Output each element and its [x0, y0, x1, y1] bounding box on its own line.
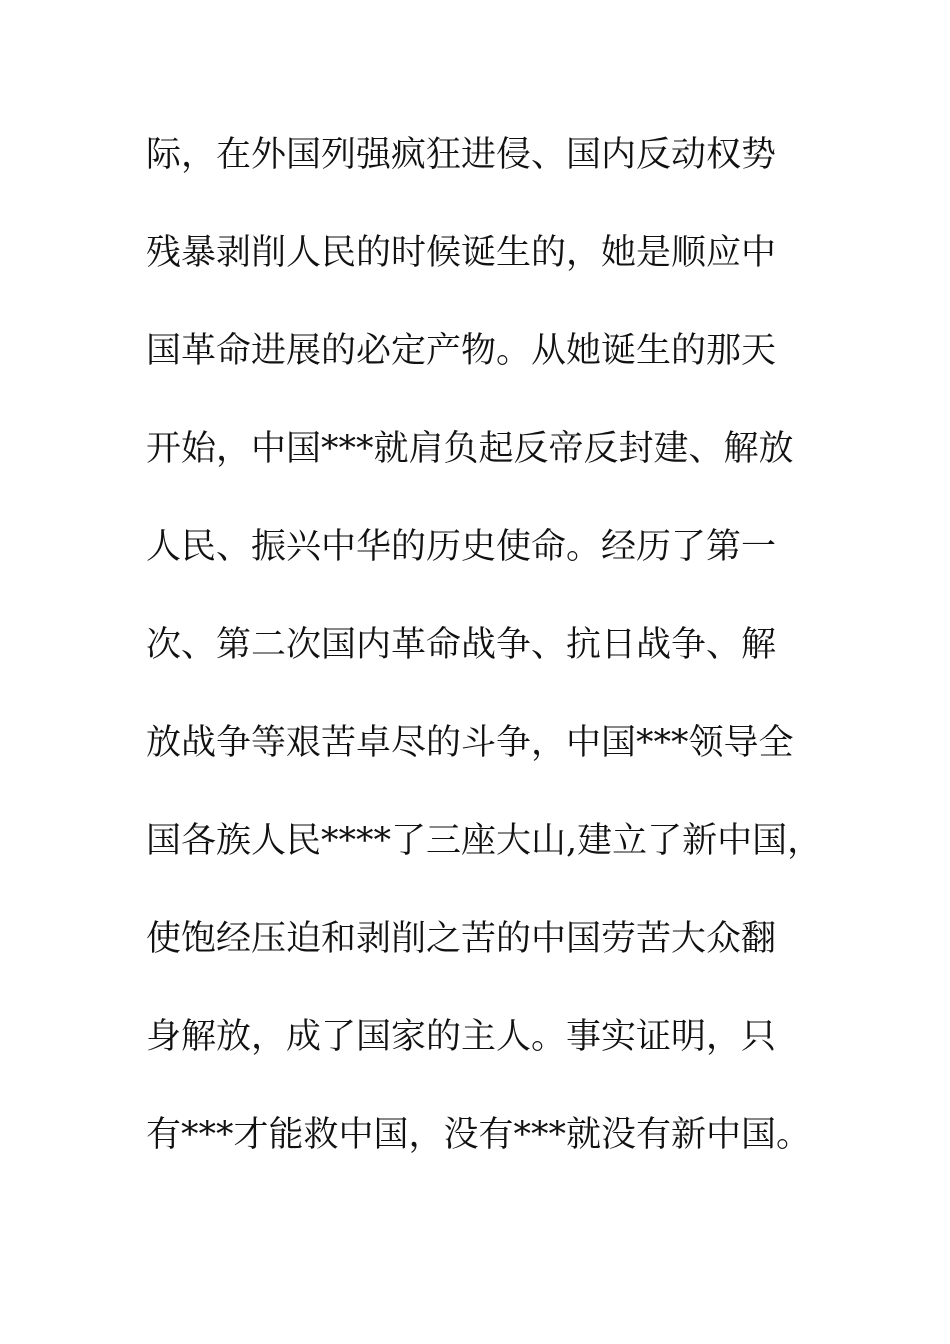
paragraph-line: 残暴剥削人民的时候诞生的，她是顺应中 [146, 233, 777, 273]
paragraph-line: 放战争等艰苦卓尽的斗争，中国***领导全 [146, 723, 794, 763]
paragraph-line: 国各族人民****了三座大山,建立了新中国， [146, 821, 823, 861]
paragraph-line: 际，在外国列强疯狂进侵、国内反动权势 [146, 135, 777, 175]
paragraph-line: 开始，中国***就肩负起反帝反封建、解放 [146, 429, 794, 469]
paragraph-line: 有***才能救中国，没有***就没有新中国。 [146, 1115, 812, 1155]
body-paragraph [146, 124, 826, 1202]
paragraph-line: 次、第二次国内革命战争、抗日战争、解 [146, 625, 777, 665]
paragraph-line: 人民、振兴中华的历史使命。经历了第一 [146, 527, 777, 567]
paragraph-line: 身解放，成了国家的主人。事实证明，只 [146, 1017, 777, 1057]
paragraph-line: 使饱经压迫和剥削之苦的中国劳苦大众翻 [146, 919, 777, 959]
paragraph-line: 国革命进展的必定产物。从她诞生的那天 [146, 331, 777, 371]
